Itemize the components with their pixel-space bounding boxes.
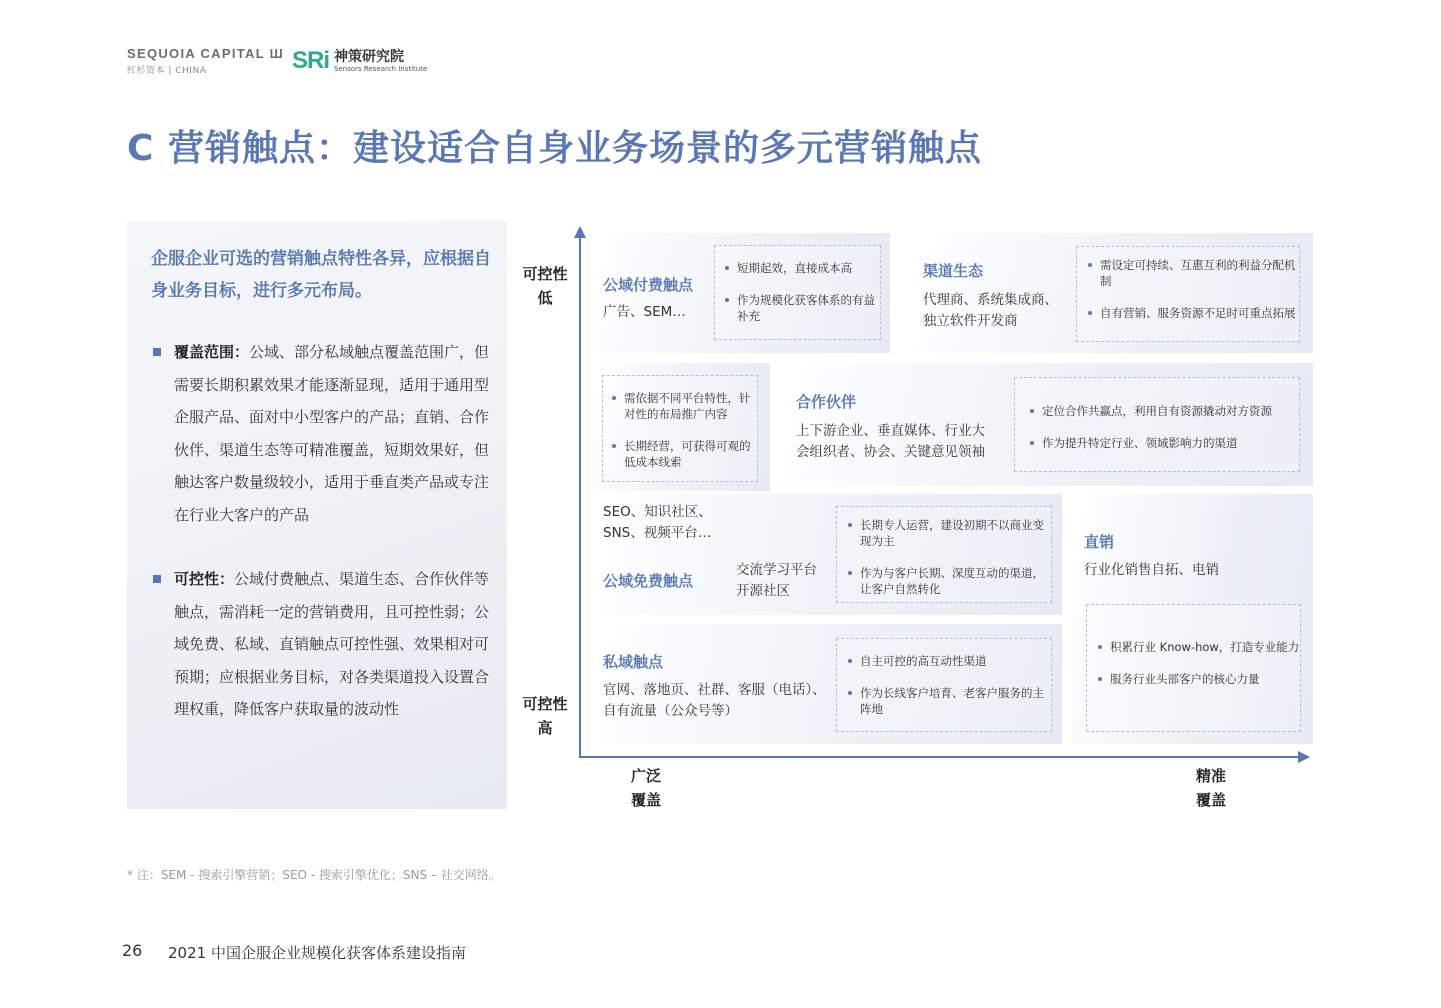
x-axis-broad-label: 广泛 覆盖 <box>630 767 661 809</box>
y-axis-low-label: 可控性 低 <box>522 265 568 307</box>
public-paid-note: 短期起效，直接成本高 <box>724 260 880 276</box>
x-axis-line <box>579 756 1301 758</box>
channel-ecosystem-title: 渠道生态 <box>923 262 984 280</box>
channel-ecosystem-note: 自有营销、服务资源不足时可重点拓展 <box>1087 305 1299 321</box>
controllability-label: 可控性： <box>174 570 235 588</box>
summary-panel <box>127 221 507 809</box>
channel-ecosystem-box <box>912 233 1313 353</box>
x-axis-precise-label: 精准 覆盖 <box>1195 767 1226 809</box>
channel-ecosystem-text: 代理商、系统集成商、 <box>923 292 1058 308</box>
coverage-label: 覆盖范围： <box>174 343 250 361</box>
direct-sales-title: 直销 <box>1084 533 1115 551</box>
partner-note: 定位合作共赢点，利用自有资源撬动对方资源 <box>1029 403 1299 419</box>
public-paid-notes <box>714 245 881 340</box>
public-free-content-note: 长期经营，可获得可观的低成本线索 <box>611 438 757 470</box>
private-note: 作为长线客户培育、老客户服务的主阵地 <box>847 685 1051 717</box>
page-number: 26 <box>122 941 143 960</box>
direct-sales-note: 服务行业头部客户的核心力量 <box>1097 671 1300 687</box>
coverage-text: 公域、部分私域触点覆盖范围广，但需要长期积累效果才能逐渐显现，适用于通用型企服产品、面对中小型客户的产品；直销、合作伙伴、渠道生态等可精准覆盖，短期效果好，但触达客户数量级较小，适用于垂直类产品或专注在行业大客户的产品 <box>174 343 490 524</box>
private-notes <box>836 638 1052 732</box>
direct-sales-note: 积累行业 Know-how，打造专业能力 <box>1097 639 1300 655</box>
private-touchpoint-box <box>592 624 1062 744</box>
partner-note: 作为提升特定行业、领域影响力的渠道 <box>1029 435 1299 451</box>
public-paid-touchpoint-box <box>592 233 890 353</box>
direct-sales-box <box>1072 494 1313 744</box>
channel-ecosystem-note: 需设定可持续、互惠互利的利益分配机制 <box>1087 257 1299 289</box>
private-title: 私域触点 <box>603 653 664 671</box>
public-free-text: 开源社区 <box>736 583 790 599</box>
page-title: C 营销触点：建设适合自身业务场景的多元营销触点 <box>127 128 982 169</box>
sensors-logo-cn: 神策研究院 <box>334 48 405 65</box>
channel-ecosystem-text: 独立软件开发商 <box>923 313 1018 329</box>
controllability-text: 公域付费触点、渠道生态、合作伙伴等触点，需消耗一定的营销费用，且可控性弱；公域免费、私域、直销触点可控性强、效果相对可预期；应根据业务目标，对各类渠道投入设置合理权重，降低客户获取量的波动性 <box>174 570 490 718</box>
public-paid-title: 公域付费触点 <box>603 276 694 294</box>
sequoia-capital-logo <box>127 46 284 76</box>
public-free-notes-box <box>592 363 770 491</box>
sequoia-logo-subtitle: 红杉资本 | CHINA <box>127 66 207 76</box>
public-free-content-note: 需依据不同平台特性，针对性的布局推广内容 <box>611 390 757 422</box>
public-free-text: 交流学习平台 <box>736 562 817 578</box>
summary-lead: 企服企业可选的营销触点特性各异，应根据自身业务目标，进行多元布局。 <box>151 249 491 301</box>
private-text: 自有流量（公众号等） <box>603 703 738 719</box>
y-axis-arrow-icon <box>574 226 586 238</box>
y-axis-line <box>579 232 581 758</box>
public-free-notes <box>836 506 1052 603</box>
direct-sales-text: 行业化销售自拓、电销 <box>1084 562 1219 578</box>
direct-sales-notes <box>1086 604 1301 732</box>
document-title: 2021 中国企服企业规模化获客体系建设指南 <box>168 944 466 962</box>
private-note: 自主可控的高互动性渠道 <box>847 653 1051 669</box>
square-bullet-icon <box>153 348 161 356</box>
public-free-title: 公域免费触点 <box>603 572 694 590</box>
footnote: * 注：SEM - 搜索引擎营销；SEO - 搜索引擎优化；SNS – 社交网络。 <box>127 868 501 882</box>
public-free-note: 作为与客户长期、深度互动的渠道，让客户自然转化 <box>847 565 1051 597</box>
partner-text: 上下游企业、垂直媒体、行业大 <box>796 423 985 439</box>
channel-ecosystem-notes <box>1076 246 1300 342</box>
public-free-note: 长期专人运营，建设初期不以商业变现为主 <box>847 517 1051 549</box>
sensors-logo-en: Sensors Research Institute <box>334 64 428 73</box>
controllability-item <box>153 563 493 726</box>
public-free-text: SEO、知识社区、 <box>603 504 712 520</box>
sequoia-logo-mark: Ш <box>269 46 285 61</box>
partner-text: 会组织者、协会、关键意见领袖 <box>796 444 985 460</box>
sensors-research-logo <box>292 47 427 75</box>
x-axis-arrow-icon <box>1298 751 1310 763</box>
public-free-text: SNS、视频平台… <box>603 525 712 541</box>
public-paid-text: 广告、SEM… <box>603 304 686 320</box>
sequoia-logo-text: SEQUOIA CAPITAL <box>127 46 265 61</box>
y-axis-high-label: 可控性 高 <box>522 695 568 737</box>
public-free-touchpoint-box <box>592 494 1062 615</box>
partner-box <box>771 363 1313 486</box>
partner-title: 合作伙伴 <box>796 393 857 411</box>
public-paid-note: 作为规模化获客体系的有益补充 <box>724 292 880 324</box>
private-text: 官网、落地页、社群、客服（电话）、 <box>603 682 826 698</box>
partner-notes <box>1014 377 1300 472</box>
public-free-content-notes <box>602 375 758 482</box>
square-bullet-icon <box>153 575 161 583</box>
coverage-item <box>153 336 493 531</box>
sri-logo-mark: SRi <box>292 47 330 74</box>
